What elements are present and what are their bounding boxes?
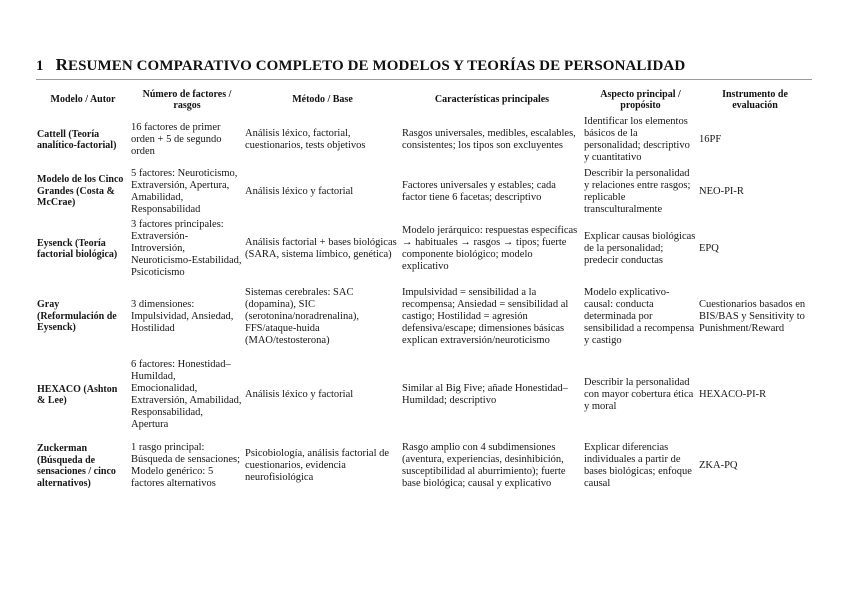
cell-model: Gray (Reformulación de Eysenck)	[37, 299, 117, 334]
cell-features: Rasgo amplio con 4 subdimensiones (aventura, experiencias, desinhibición, susceptibilidad al aburrimiento); fuerte base biológica; causal y explicativo	[402, 442, 566, 489]
cell-instrument: ZKA-PQ	[699, 460, 738, 471]
cell-factors: 5 factores: Neuroticismo, Extraversión, Apertura, Amabilidad, Responsabilidad	[131, 167, 238, 215]
cell-model: HEXACO (Ashton & Lee)	[37, 383, 118, 406]
cell-features: Impulsividad = sensibilidad a la recompensa; Ansiedad = sensibilidad al castigo; Hostilidad = agresión defensiva/escape; dimensiones básicas explican extraversión/neuroticismo	[402, 286, 569, 346]
table-row	[36, 279, 812, 354]
cell-method: Análisis léxico y factorial	[245, 389, 354, 400]
cell-factors: 3 factores principales: Extraversión-Introversión, Neuroticismo-Estabilidad, Psicoticismo	[131, 219, 242, 278]
cell-features: Rasgos universales, medibles, escalables, consistentes; los tipos son excluyentes	[402, 128, 576, 151]
section-number: 1	[36, 58, 44, 74]
cell-factors: 6 factores: Honestidad–Humildad, Emocionalidad, Extraversión, Amabilidad, Responsabilidad, Apertura	[131, 359, 242, 430]
cell-instrument: 16PF	[699, 134, 722, 145]
column-header-purpose: Aspecto principal / propósito	[600, 88, 681, 111]
column-header-model: Modelo / Autor	[50, 94, 116, 106]
section-title-initial: R	[55, 55, 68, 74]
section-title: ESUMEN COMPARATIVO COMPLETO DE MODELOS Y TEORÍAS DE PERSONALIDAD	[68, 58, 686, 74]
column-header-factors: Número de factores / rasgos	[142, 88, 232, 111]
cell-instrument: Cuestionarios basados en BIS/BAS y Sensitivity to Punishment/Reward	[699, 298, 806, 334]
cell-purpose: Identificar los elementos básicos de la personalidad; descriptivo y cuantitativo	[584, 116, 690, 163]
cell-method: Análisis léxico, factorial, cuestionarios, tests objetivos	[245, 128, 366, 151]
cell-method: Análisis léxico y factorial	[245, 185, 354, 197]
cell-features: Modelo jerárquico: respuestas específicas → habituales → rasgos → tipos; fuerte componente biológico; modelo explicativo	[402, 225, 578, 272]
cell-instrument: HEXACO-PI-R	[699, 389, 767, 400]
cell-method: Sistemas cerebrales: SAC (dopamina), SIC (serotonina/noradrenalina), FFS/ataque-huida (MAO/testosterona)	[245, 286, 359, 346]
comparison-table	[36, 84, 812, 496]
cell-purpose: Modelo explicativo-causal: conducta determinada por sensibilidad a recompensa y castigo	[584, 286, 695, 346]
table-row	[36, 219, 812, 279]
cell-instrument: NEO-PI-R	[699, 185, 744, 197]
column-header-instrument: Instrumento de evaluación	[722, 88, 788, 111]
cell-method: Psicobiología, análisis factorial de cuestionarios, evidencia neurofisiológica	[245, 448, 390, 483]
cell-purpose: Describir la personalidad y relaciones entre rasgos; replicable transculturalmente	[584, 167, 691, 215]
cell-features: Factores universales y estables; cada factor tiene 6 facetas; descriptivo	[402, 179, 556, 203]
cell-purpose: Explicar diferencias individuales a partir de bases biológicas; enfoque causal	[584, 442, 692, 489]
table-row	[36, 116, 812, 164]
cell-purpose: Describir la personalidad con mayor cobertura ética y moral	[584, 377, 694, 412]
section-heading	[36, 55, 812, 80]
cell-purpose: Explicar causas biológicas de la personalidad; predecir conductas	[584, 231, 696, 266]
table-row	[36, 354, 812, 436]
cell-features: Similar al Big Five; añade Honestidad–Humildad; descriptivo	[402, 383, 568, 406]
cell-model: Cattell (Teoría analítico-factorial)	[37, 128, 117, 151]
cell-model: Modelo de los Cinco Grandes (Costa & McCrae)	[37, 174, 124, 209]
cell-model: Zuckerman (Búsqueda de sensaciones / cinco alternativos)	[37, 443, 116, 489]
table-row	[36, 164, 812, 219]
cell-factors: 1 rasgo principal: Búsqueda de sensaciones; Modelo genérico: 5 factores alternativos	[131, 442, 241, 489]
cell-model: Eysenck (Teoría factorial biológica)	[37, 237, 118, 260]
table-header-row	[36, 84, 812, 116]
cell-method: Análisis factorial + bases biológicas (SARA, sistema límbico, genética)	[245, 237, 397, 260]
cell-factors: 16 factores de primer orden + 5 de segundo orden	[131, 122, 222, 157]
column-header-features: Características principales	[434, 94, 550, 106]
column-header-method: Método / Base	[292, 94, 353, 106]
cell-factors: 3 dimensiones: Impulsividad, Ansiedad, Hostilidad	[131, 298, 234, 334]
table-row	[36, 436, 812, 496]
cell-instrument: EPQ	[699, 243, 719, 254]
